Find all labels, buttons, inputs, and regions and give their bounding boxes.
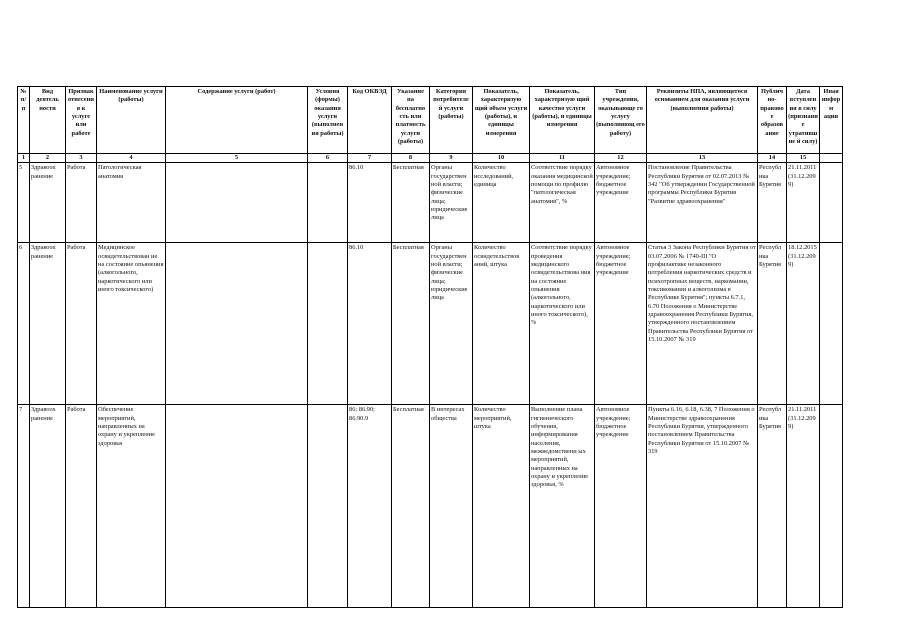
col-number-cell: 15 — [787, 154, 820, 163]
payment-cell: Бесплатная — [392, 405, 430, 608]
row-number: 7 — [18, 405, 30, 608]
payment-cell: Бесплатная — [392, 243, 430, 405]
header-other: Иная информ ации — [820, 87, 843, 154]
col-number-cell: 10 — [473, 154, 530, 163]
col-number-cell: 14 — [758, 154, 787, 163]
col-number-cell: 13 — [647, 154, 758, 163]
conditions-cell — [308, 163, 348, 243]
header-row — [18, 87, 843, 154]
col-number-cell: 4 — [97, 154, 166, 163]
header-institution: Тип учреждения, оказывающе го услугу (выполняющ его работу) — [595, 87, 647, 154]
other-cell — [820, 243, 843, 405]
content-cell — [166, 405, 308, 608]
header-content: Содержание услуги (работ) — [166, 87, 308, 154]
row-number: 6 — [18, 243, 30, 405]
name-cell: Обеспечение мероприятий, направленных на охрану и укрепление здоровья — [97, 405, 166, 608]
volume-cell: Количество исследований, единица — [473, 163, 530, 243]
col-number-cell: 11 — [530, 154, 595, 163]
okved-cell: 86.10 — [348, 243, 392, 405]
consumers-cell: В интересах общества — [430, 405, 473, 608]
entity-cell: Республ ика Бурятия — [758, 243, 787, 405]
content-cell — [166, 243, 308, 405]
header-name: Наименование услуги (работы) — [97, 87, 166, 154]
table-row — [18, 163, 843, 243]
header-type: Признак отнесени я к услуге или работе — [66, 87, 97, 154]
name-cell: Медицинское освидетельствован ие на состояние опьянения (алкогольного, наркотического или иного токсического) — [97, 243, 166, 405]
name-cell: Патологическая анатомия — [97, 163, 166, 243]
institution-cell: Автономное учреждение; бюджетное учреждение — [595, 243, 647, 405]
volume-cell: Количество освидетельствов аний, штука — [473, 243, 530, 405]
type-cell: Работа — [66, 243, 97, 405]
quality-cell: Соответствие порядку проведения медицинского освидетельствова ния на состояние опьянения (алкогольного, наркотического или иного токсического), % — [530, 243, 595, 405]
conditions-cell — [308, 405, 348, 608]
institution-cell: Автономное учреждение; бюджетное учреждение — [595, 163, 647, 243]
payment-cell: Бесплатная — [392, 163, 430, 243]
entity-cell: Республ ика Бурятия — [758, 163, 787, 243]
type-cell: Работа — [66, 163, 97, 243]
services-register-table — [17, 86, 843, 608]
quality-cell: Соответствие порядку оказания медицинской помощи по профилю "патологическая анатомия", % — [530, 163, 595, 243]
entity-cell: Республ ика Бурятия — [758, 405, 787, 608]
header-entity: Публич но- правово е образов ание — [758, 87, 787, 154]
consumers-cell: Органы государствен ной власти; физические лица; юридические лица — [430, 243, 473, 405]
okved-cell: 86.10 — [348, 163, 392, 243]
other-cell — [820, 163, 843, 243]
activity-cell: Здравоох ранение — [30, 243, 66, 405]
header-conditions: Условия (формы) оказания услуги (выполнен ия работы) — [308, 87, 348, 154]
header-okved: Код ОКВЭД — [348, 87, 392, 154]
npa-cell: Пункты 6.16, 6.18, 6.38, 7 Положения о Министерстве здравоохранения Республики Бурятия, утвержденного постановлением Правительства Республики Бурятия от 15.10.2007 № 319 — [647, 405, 758, 608]
header-num: № п/п — [18, 87, 30, 154]
npa-cell: Статья 3 Закона Республики Бурятия от 03.07.2006 № 1740-III "О профилактике незаконного потребления наркотических средств и психотропных веществ, наркомании, токсикомании и алкоголизма в Республике Бурятия"; пункты 6.7.1, 6.70 Положения о Министерстве здравоохранения Республики Бурятия, утвержденного постановлением Правительства Республики Бурятия от 15.10.2007 № 319 — [647, 243, 758, 405]
institution-cell: Автономное учреждение; бюджетное учреждение — [595, 405, 647, 608]
col-number-cell: 9 — [430, 154, 473, 163]
col-number-cell: 6 — [308, 154, 348, 163]
conditions-cell — [308, 243, 348, 405]
okved-cell: 86; 86.90; 86.90.9 — [348, 405, 392, 608]
date-cell: 21.11.2011 (31.12.2099) — [787, 405, 820, 608]
npa-cell: Постановление Правительства Республики Бурятия от 02.07.2013 № 342 "Об утверждении Государственной программы Республики Бурятия "Развитие здравоохранения" — [647, 163, 758, 243]
date-cell: 18.12.2015 (31.12.2099) — [787, 243, 820, 405]
col-number-cell — [820, 154, 843, 163]
column-numbers-row — [18, 154, 843, 163]
col-number-cell: 5 — [166, 154, 308, 163]
col-number-cell: 12 — [595, 154, 647, 163]
header-npa: Реквизиты НПА, являющегося основанием для оказания услуги (выполнения работы) — [647, 87, 758, 154]
volume-cell: Количество мероприятий, штука — [473, 405, 530, 608]
header-quality: Показатель, характеризую щий качество услуги (работы), и единицы измерения — [530, 87, 595, 154]
row-number: 5 — [18, 163, 30, 243]
table-row — [18, 243, 843, 405]
col-number-cell: 1 — [18, 154, 30, 163]
activity-cell: Здравоох ранение — [30, 163, 66, 243]
col-number-cell: 8 — [392, 154, 430, 163]
consumers-cell: Органы государствен ной власти; физические лица; юридические лица — [430, 163, 473, 243]
content-cell — [166, 163, 308, 243]
header-consumers: Категория потребителе й услуги (работы) — [430, 87, 473, 154]
header-payment: Указание на бесплатно сть или платность услуги (работы) — [392, 87, 430, 154]
quality-cell: Выполнение плана гигиенического обучения, информирования населения, межведомственн ых мероприятий, направленных на охрану и укрепление здоровья, % — [530, 405, 595, 608]
col-number-cell: 3 — [66, 154, 97, 163]
activity-cell: Здравоох ранение — [30, 405, 66, 608]
col-number-cell: 2 — [30, 154, 66, 163]
header-volume: Показатель, характеризую щий объем услуги (работы), и единицы измерения — [473, 87, 530, 154]
date-cell: 21.11.2011 (31.12.2099) — [787, 163, 820, 243]
table-row — [18, 405, 843, 608]
header-activity: Вид деятель ности — [30, 87, 66, 154]
header-date: Дата вступления в силу (признание утратившие й силу) — [787, 87, 820, 154]
col-number-cell: 7 — [348, 154, 392, 163]
type-cell: Работа — [66, 405, 97, 608]
other-cell — [820, 405, 843, 608]
